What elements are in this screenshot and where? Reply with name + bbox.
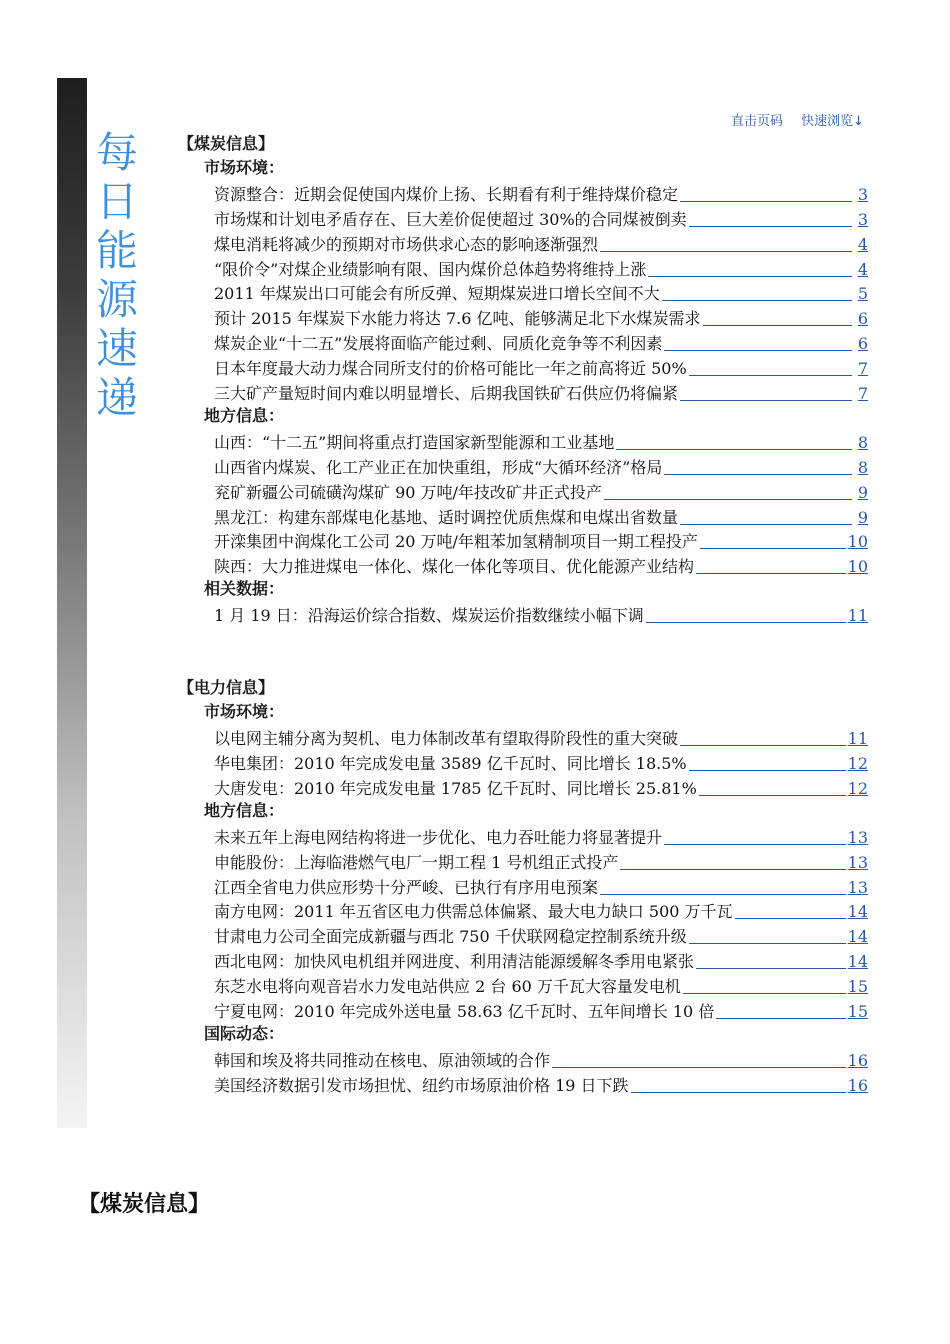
toc-page-link[interactable]: 8: [857, 432, 868, 452]
toc-entry[interactable]: [214, 354, 868, 379]
toc-page-link[interactable]: 16: [847, 1050, 868, 1070]
toc-page-link[interactable]: 12: [847, 754, 868, 774]
toc-entry-title: 申能股份：上海临港燃气电厂一期工程 1 号机组正式投产: [214, 852, 619, 872]
toc-entry[interactable]: [214, 774, 868, 799]
side-title-char: 递: [95, 373, 138, 422]
toc-entry-title: 大唐发电：2010 年完成发电量 1785 亿千瓦时、同比增长 25.81%: [214, 778, 697, 798]
toc-entry[interactable]: [214, 601, 868, 626]
toc-page-link[interactable]: 11: [847, 729, 868, 749]
toc-leader-line: [689, 770, 846, 771]
direct-page-link[interactable]: 直击页码: [730, 114, 783, 129]
toc-page-link[interactable]: 6: [857, 334, 868, 354]
coal-section-title: 【煤炭信息】: [178, 134, 275, 153]
toc-entry-title: 华电集团：2010 年完成发电量 3589 亿千瓦时、同比增长 18.5%: [214, 754, 687, 774]
toc-entry[interactable]: [214, 823, 868, 848]
toc-leader-line: [680, 201, 852, 202]
toc-page-link[interactable]: 15: [847, 977, 868, 997]
side-title: [87, 128, 147, 422]
toc-entry-title: 煤炭企业“十二五”发展将面临产能过剩、同质化竞争等不利因素: [214, 334, 663, 354]
toc-page-link[interactable]: 7: [857, 359, 868, 379]
toc-page-link[interactable]: 13: [847, 852, 868, 872]
toc-page-link[interactable]: 14: [847, 902, 868, 922]
power-section-title: 【电力信息】: [178, 678, 275, 698]
toc-leader-line: [631, 1092, 846, 1093]
power-market-heading: 市场环境：: [204, 702, 285, 722]
toc-page-link[interactable]: 8: [857, 457, 868, 477]
toc-leader-line: [689, 226, 852, 227]
toc-entry-title: 三大矿产量短时间内难以明显增长、后期我国铁矿石供应仍将偏紧: [214, 384, 679, 404]
toc-entry-title: 甘肃电力公司全面完成新疆与西北 750 千伏联网稳定控制系统升级: [214, 927, 687, 947]
toc-page-link[interactable]: 14: [847, 952, 868, 972]
toc-leader-line: [735, 918, 846, 919]
toc-entry[interactable]: [214, 453, 868, 478]
toc-entry-title: 南方电网：2011 年五省区电力供需总体偏紧、最大电力缺口 500 万千瓦: [214, 902, 733, 922]
coal-data-list: [178, 601, 868, 626]
toc-entry[interactable]: [214, 503, 868, 528]
toc-leader-line: [648, 276, 852, 277]
table-of-contents: [178, 132, 868, 1096]
toc-page-link[interactable]: 16: [847, 1075, 868, 1095]
coal-data-heading: 相关数据：: [204, 579, 285, 599]
toc-page-link[interactable]: 15: [847, 1002, 868, 1022]
toc-entry[interactable]: [214, 428, 868, 453]
toc-leader-line: [699, 795, 846, 796]
toc-leader-line: [680, 745, 846, 746]
toc-entry-title: 山西：“十二五”期间将重点打造国家新型能源和工业基地: [214, 432, 615, 452]
toc-page-link[interactable]: 13: [847, 827, 868, 847]
toc-entry[interactable]: [214, 873, 868, 898]
toc-entry[interactable]: [214, 329, 868, 354]
power-local-heading: 地方信息：: [204, 800, 285, 820]
power-intl-heading: 国际动态：: [204, 1024, 285, 1044]
toc-leader-line: [664, 350, 852, 351]
quick-browse-link[interactable]: 快速浏览↓: [801, 114, 864, 129]
toc-entry-title: 日本年度最大动力煤合同所支付的价格可能比一年之前高将近 50%: [214, 359, 687, 379]
toc-leader-line: [662, 300, 852, 301]
toc-entry-title: 市场煤和计划电矛盾存在、巨大差价促使超过 30%的合同煤被倒卖: [214, 209, 687, 229]
toc-entry-title: 宁夏电网：2010 年完成外送电量 58.63 亿千瓦时、五年间增长 10 倍: [214, 1002, 715, 1022]
toc-page-link[interactable]: 10: [847, 532, 868, 552]
toc-leader-line: [703, 325, 852, 326]
toc-page-link[interactable]: 4: [857, 234, 868, 254]
toc-entry-title: 黑龙江：构建东部煤电化基地、适时调控优质焦煤和电煤出省数量: [214, 507, 679, 527]
toc-leader-line: [680, 400, 852, 401]
toc-page-link[interactable]: 5: [857, 284, 868, 304]
side-title-char: 源: [95, 275, 138, 324]
toc-leader-line: [689, 375, 852, 376]
toc-page-link[interactable]: 9: [857, 507, 868, 527]
side-title-char: 日: [95, 177, 138, 226]
toc-leader-line: [716, 1018, 845, 1019]
toc-page-link[interactable]: 12: [847, 778, 868, 798]
toc-entry[interactable]: [214, 255, 868, 280]
toc-page-link[interactable]: 6: [857, 309, 868, 329]
toc-page-link[interactable]: 3: [857, 184, 868, 204]
coal-market-heading: 市场环境：: [204, 158, 285, 177]
toc-entry-title: 美国经济数据引发市场担忧、纽约市场原油价格 19 日下跌: [214, 1075, 629, 1095]
toc-leader-line: [604, 499, 852, 500]
toc-leader-line: [664, 474, 852, 475]
toc-leader-line: [689, 943, 846, 944]
coal-section-heading: 【煤炭信息】: [78, 1192, 211, 1217]
toc-entry[interactable]: [214, 528, 868, 553]
quick-nav: [717, 110, 864, 129]
toc-entry[interactable]: [214, 1046, 868, 1071]
toc-leader-line: [600, 251, 852, 252]
toc-entry[interactable]: [214, 922, 868, 947]
toc-entry-title: 开滦集团中润煤化工公司 20 万吨/年粗苯加氢精制项目一期工程投产: [214, 532, 698, 552]
toc-page-link[interactable]: 4: [857, 259, 868, 279]
toc-entry[interactable]: [214, 749, 868, 774]
toc-entry-title: 陕西：大力推进煤电一体化、煤化一体化等项目、优化能源产业结构: [214, 557, 695, 577]
toc-entry[interactable]: [214, 230, 868, 255]
toc-entry[interactable]: [214, 379, 868, 404]
toc-entry-title: 2011 年煤炭出口可能会有所反弹、短期煤炭进口增长空间不大: [214, 284, 660, 304]
toc-entry[interactable]: [214, 304, 868, 329]
toc-leader-line: [646, 622, 846, 623]
toc-entry[interactable]: [214, 947, 868, 972]
toc-entry-title: 山西省内煤炭、化工产业正在加快重组，形成“大循环经济”格局: [214, 457, 663, 477]
toc-leader-line: [664, 844, 846, 845]
toc-leader-line: [616, 449, 852, 450]
toc-entry-title: 资源整合：近期会促使国内煤价上扬、长期看有利于维持煤价稳定: [214, 184, 679, 204]
toc-page-link[interactable]: 9: [857, 482, 868, 502]
toc-leader-line: [620, 869, 845, 870]
toc-entry-title: 预计 2015 年煤炭下水能力将达 7.6 亿吨、能够满足北下水煤炭需求: [214, 309, 701, 329]
toc-page-link[interactable]: 13: [847, 877, 868, 897]
toc-page-link[interactable]: 3: [857, 209, 868, 229]
toc-entry[interactable]: [214, 552, 868, 577]
toc-entry-title: 江西全省电力供应形势十分严峻、已执行有序用电预案: [214, 877, 599, 897]
toc-entry[interactable]: [214, 180, 868, 205]
toc-page-link[interactable]: 7: [857, 384, 868, 404]
toc-leader-line: [683, 993, 846, 994]
side-title-char: 每: [95, 128, 138, 177]
power-market-list: [178, 724, 868, 799]
coal-market-list: [178, 180, 868, 404]
toc-entry-title: 未来五年上海电网结构将进一步优化、电力吞吐能力将显著提升: [214, 827, 663, 847]
toc-entry[interactable]: [214, 724, 868, 749]
toc-entry[interactable]: [214, 972, 868, 997]
toc-leader-line: [680, 524, 852, 525]
side-title-char: 速: [95, 324, 138, 373]
toc-entry[interactable]: [214, 1071, 868, 1096]
toc-page-link[interactable]: 10: [847, 557, 868, 577]
toc-entry-title: 煤电消耗将减少的预期对市场供求心态的影响逐渐强烈: [214, 234, 599, 254]
toc-entry[interactable]: [214, 205, 868, 230]
power-local-list: [178, 823, 868, 1022]
toc-leader-line: [700, 548, 846, 549]
toc-entry[interactable]: [214, 280, 868, 305]
toc-entry-title: 西北电网：加快风电机组并网进度、利用清洁能源缓解冬季用电紧张: [214, 952, 695, 972]
toc-entry-title: 韩国和埃及将共同推动在核电、原油领域的合作: [214, 1050, 551, 1070]
coal-local-heading: 地方信息：: [204, 406, 285, 426]
toc-entry-title: 以电网主辅分离为契机、电力体制改革有望取得阶段性的重大突破: [214, 729, 679, 749]
toc-entry-title: 兖矿新疆公司硫磺沟煤矿 90 万吨/年技改矿井正式投产: [214, 482, 602, 502]
toc-entry-title: 东芝水电将向观音岩水力发电站供应 2 台 60 万千瓦大容量发电机: [214, 977, 681, 997]
side-gradient-bar: [57, 78, 87, 1128]
toc-entry-title: 1 月 19 日：沿海运价综合指数、煤炭运价指数继续小幅下调: [214, 606, 644, 626]
toc-entry[interactable]: [214, 898, 868, 923]
toc-leader-line: [696, 573, 846, 574]
side-title-char: 能: [95, 226, 138, 275]
toc-page-link[interactable]: 14: [847, 927, 868, 947]
coal-local-list: [178, 428, 868, 577]
toc-leader-line: [600, 894, 846, 895]
toc-entry[interactable]: [214, 848, 868, 873]
power-intl-list: [178, 1046, 868, 1096]
toc-entry[interactable]: [214, 997, 868, 1022]
toc-page-link[interactable]: 11: [847, 606, 868, 626]
toc-leader-line: [552, 1067, 846, 1068]
toc-entry[interactable]: [214, 478, 868, 503]
toc-entry-title: “限价令”对煤企业绩影响有限、国内煤价总体趋势将维持上涨: [214, 259, 647, 279]
toc-leader-line: [696, 968, 846, 969]
